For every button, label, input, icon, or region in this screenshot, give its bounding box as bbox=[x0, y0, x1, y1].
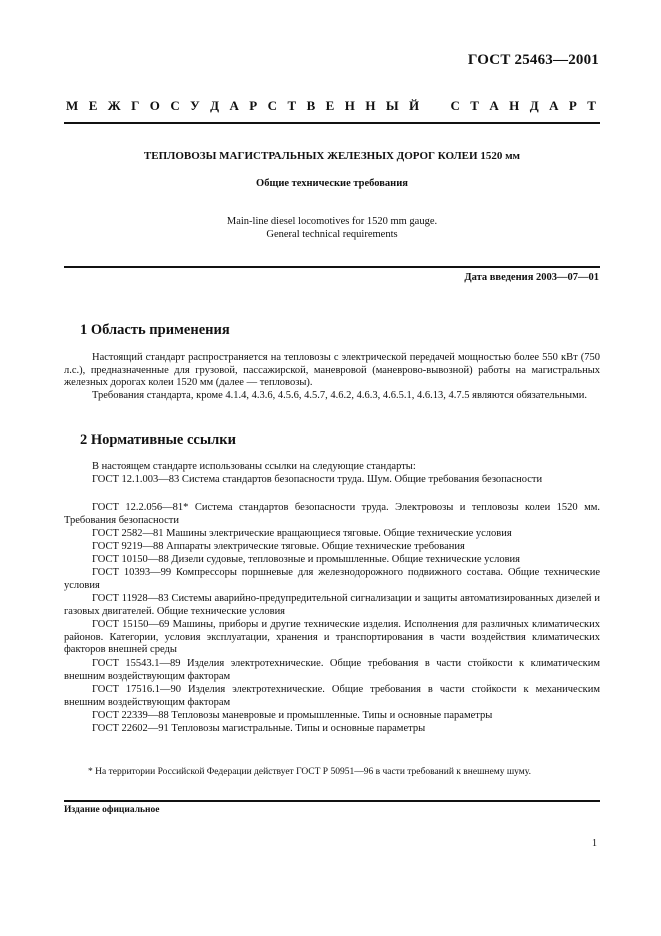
header-rule bbox=[64, 122, 600, 124]
section-1-paragraph-1: Настоящий стандарт распространяется на тепловозы с электрической передачей мощностью более 550 кВт (750 л.с.), предназначенные для грузовой, пассажирской, маневровой (маневрово-вывозной) работы на магистральных железных дорогах колеи 1520 мм (далее — тепловозы). bbox=[64, 352, 600, 388]
reference-item: ГОСТ 22602—91 Тепловозы магистральные. Типы и основные параметры bbox=[92, 723, 426, 734]
reference-item: ГОСТ 17516.1—90 Изделия электротехнические. Общие требования в части стойкости к механическим внешним воздействующим факторам bbox=[64, 684, 600, 708]
interstate-standard-heading: М Е Ж Г О С У Д А Р С Т В Е Н Н Ы Й С Т А Н Д А Р Т bbox=[66, 98, 596, 113]
english-title bbox=[64, 216, 600, 241]
reference-item: ГОСТ 10393—99 Компрессоры поршневые для железнодорожного подвижного состава. Общие технические условия bbox=[64, 567, 600, 591]
section-1-heading: 1 Область применения bbox=[80, 322, 230, 338]
intro-date: Дата введения 2003—07—01 bbox=[464, 272, 599, 283]
reference-item: ГОСТ 2582—81 Машины электрические вращающиеся тяговые. Общие технические условия bbox=[92, 528, 512, 539]
reference-item: ГОСТ 12.1.003—83 Система стандартов безопасности труда. Шум. Общие требования безопасности bbox=[92, 474, 543, 485]
reference-item: ГОСТ 10150—88 Дизели судовые, тепловозные и промышленные. Общие технические условия bbox=[92, 554, 520, 565]
section-1-paragraph-2: Требования стандарта, кроме 4.1.4, 4.3.6, 4.5.6, 4.5.7, 4.6.2, 4.6.3, 4.6.5.1, 4.6.13, 4.7.5 являются обязательными. bbox=[92, 390, 587, 401]
section-2-intro: В настоящем стандарте использованы ссылки на следующие стандарты: bbox=[92, 461, 416, 472]
reference-item: ГОСТ 12.2.056—81* Система стандартов безопасности труда. Электровозы и тепловозы колеи 1520 мм. Требования безопасности bbox=[64, 502, 600, 526]
gost-code: ГОСТ 25463—2001 bbox=[467, 52, 599, 68]
english-title-line2: General technical requirements bbox=[266, 228, 398, 240]
title-rule bbox=[64, 266, 600, 268]
page-number: 1 bbox=[592, 838, 597, 849]
reference-item: ГОСТ 11928—83 Системы аварийно-предупредительной сигнализации и защиты автоматизированных дизелей и газовых двигателей. Общие технические условия bbox=[64, 593, 600, 617]
document-subtitle: Общие технические требования bbox=[256, 178, 408, 189]
reference-item: ГОСТ 15543.1—89 Изделия электротехнические. Общие требования в части стойкости к климатическим внешним воздействующим факторам bbox=[64, 658, 600, 682]
footer-rule bbox=[64, 800, 600, 802]
edition-label: Издание официальное bbox=[64, 805, 160, 815]
reference-item: ГОСТ 9219—88 Аппараты электрические тяговые. Общие технические требования bbox=[92, 541, 465, 552]
section-2-heading: 2 Нормативные ссылки bbox=[80, 432, 236, 448]
document-title: ТЕПЛОВОЗЫ МАГИСТРАЛЬНЫХ ЖЕЛЕЗНЫХ ДОРОГ КОЛЕИ 1520 мм bbox=[143, 150, 521, 162]
reference-item: ГОСТ 15150—69 Машины, приборы и другие технические изделия. Исполнения для различных климатических районов. Категории, условия эксплуатации, хранения и транспортирования в части воздействия климатических факторов внешней среды bbox=[64, 619, 600, 655]
english-title-line1: Main-line diesel locomotives for 1520 mm gauge. bbox=[226, 216, 438, 227]
reference-item: ГОСТ 22339—88 Тепловозы маневровые и промышленные. Типы и основные параметры bbox=[92, 710, 493, 721]
footnote: * На территории Российской Федерации действует ГОСТ Р 50951—96 в части требований к внешнему шуму. bbox=[88, 767, 531, 777]
